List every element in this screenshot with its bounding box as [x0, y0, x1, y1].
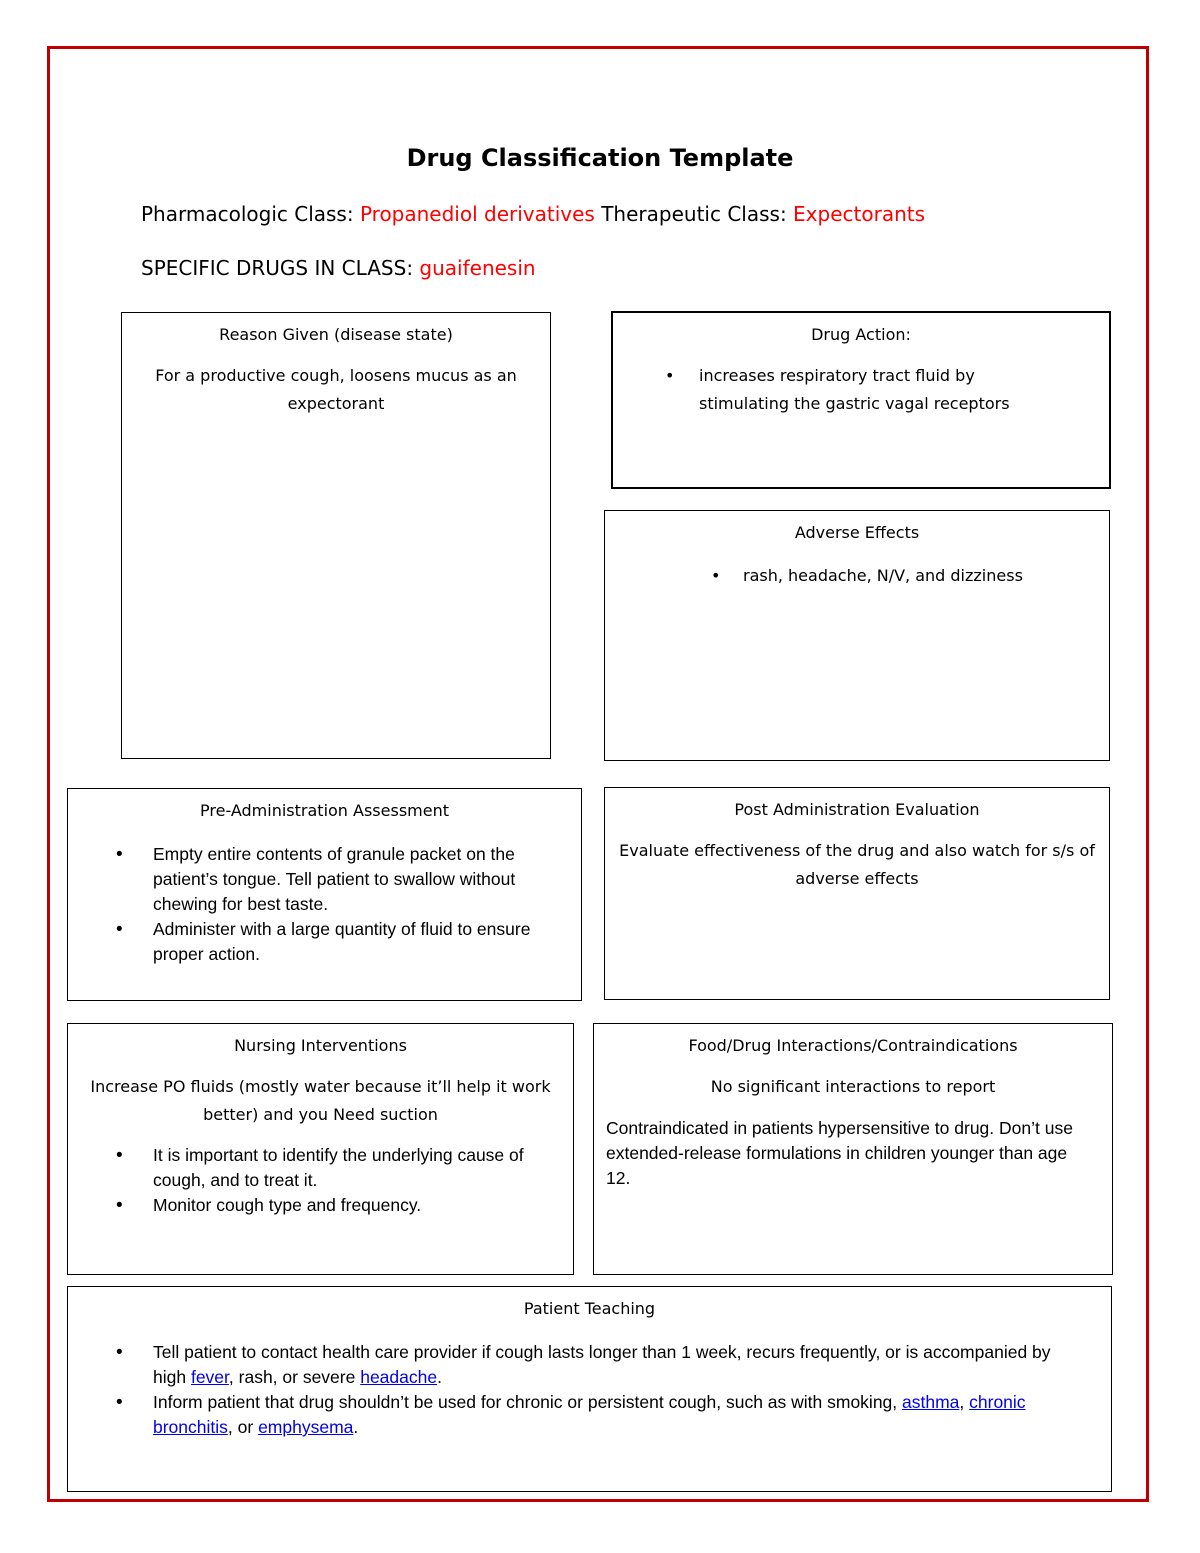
drug-action-item: • increases respiratory tract fluid by stimulating the gastric vagal receptors: [699, 362, 1049, 418]
nursing-item: • Monitor cough type and frequency.: [153, 1193, 533, 1218]
patient-teaching-item: [153, 1390, 1081, 1440]
teaching-text: .: [353, 1417, 359, 1437]
adverse-effects-item: • rash, headache, N/V, and dizziness: [743, 562, 1089, 590]
contraindications-text: Contraindicated in patients hypersensitive to drug. Don’t use extended-release formulations in children younger than age 12.: [606, 1118, 1073, 1188]
post-admin-text: Evaluate effectiveness of the drug and also watch for s/s of adverse effects: [619, 841, 1095, 888]
pre-admin-box: [67, 788, 582, 1001]
drug-action-header: Drug Action:: [811, 325, 911, 344]
ther-class-value: Expectorants: [793, 202, 926, 226]
nursing-item: • It is important to identify the underlying cause of cough, and to treat it.: [153, 1143, 533, 1193]
teaching-text: Inform patient that drug shouldn’t be used for chronic or persistent cough, such as with smoking,: [153, 1392, 903, 1412]
pre-admin-item: • Empty entire contents of granule packet on the patient’s tongue. Tell patient to swallow without chewing for best taste.: [153, 842, 561, 917]
pre-admin-list: [153, 842, 561, 967]
headache-link[interactable]: headache: [360, 1367, 438, 1387]
page-title: Drug Classification Template: [406, 144, 794, 172]
pharm-class-value: Propanediol derivatives: [359, 202, 595, 226]
adverse-effects-header: Adverse Effects: [794, 523, 920, 542]
chronic-bronchitis-link[interactable]: chronic bronchitis: [153, 1392, 1026, 1437]
pre-admin-item: • Administer with a large quantity of fluid to ensure proper action.: [153, 917, 561, 967]
food-drug-header: Food/Drug Interactions/Contraindications: [688, 1036, 1018, 1055]
reason-header: Reason Given (disease state): [219, 325, 453, 344]
nursing-box: [67, 1023, 574, 1275]
reason-box: [121, 312, 551, 759]
reason-text: For a productive cough, loosens mucus as an expectorant: [155, 366, 517, 413]
nursing-text: Increase PO fluids (mostly water because it’ll help it work better) and you Need suction: [90, 1077, 551, 1124]
class-line: [141, 202, 925, 226]
patient-teaching-list: [153, 1340, 1081, 1440]
emphysema-link[interactable]: emphysema: [258, 1417, 354, 1437]
adverse-effects-box: [604, 510, 1110, 761]
teaching-text: Tell patient to contact health care provider if cough lasts longer than 1 week, recurs frequently, or is accompanied by high: [153, 1342, 1051, 1387]
teaching-text: ,: [959, 1392, 970, 1412]
nursing-header: Nursing Interventions: [234, 1036, 407, 1055]
asthma-link[interactable]: asthma: [902, 1392, 960, 1412]
food-drug-text: No significant interactions to report: [710, 1077, 996, 1096]
drugs-line: [141, 256, 536, 280]
drugs-value: guaifenesin: [419, 256, 536, 280]
patient-teaching-item: [153, 1340, 1081, 1390]
patient-teaching-header: Patient Teaching: [523, 1299, 656, 1318]
nursing-list: [153, 1143, 533, 1218]
drug-action-box: [611, 311, 1111, 489]
post-admin-box: [604, 787, 1110, 1000]
teaching-text: , rash, or severe: [228, 1367, 361, 1387]
ther-class-label: Therapeutic Class:: [594, 202, 794, 226]
adverse-effects-list: [743, 562, 1089, 590]
teaching-text: , or: [227, 1417, 259, 1437]
pre-admin-header: Pre-Administration Assessment: [200, 801, 449, 820]
pharm-class-label: Pharmacologic Class:: [141, 202, 360, 226]
food-drug-box: [593, 1023, 1113, 1275]
patient-teaching-box: [67, 1286, 1112, 1492]
teaching-text: .: [437, 1367, 442, 1387]
drugs-label: SPECIFIC DRUGS IN CLASS:: [141, 256, 420, 280]
drug-action-list: [699, 362, 1049, 418]
post-admin-header: Post Administration Evaluation: [734, 800, 980, 819]
fever-link[interactable]: fever: [190, 1367, 229, 1387]
